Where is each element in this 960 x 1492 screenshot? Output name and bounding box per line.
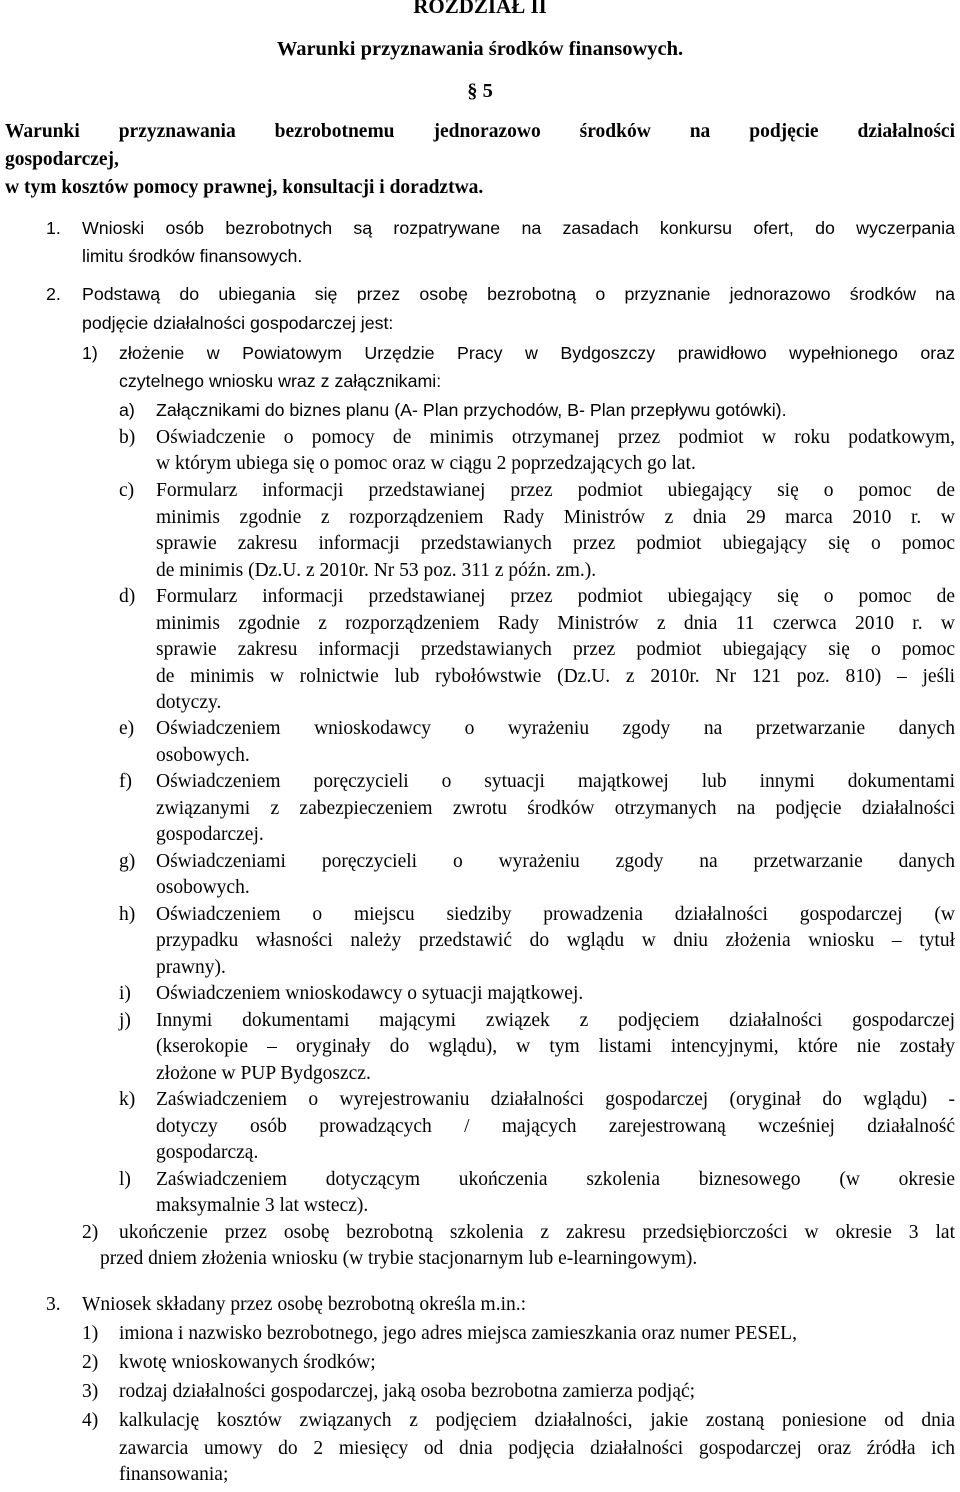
sub-item-text-line: Oświadczenie o pomocy de minimis otrzymanej przez podmiot w roku podatkowym, — [156, 427, 955, 448]
list-item-text-line: złożenie w Powiatowym Urzędzie Pracy w Bydgoszczy prawidłowo wypełnionego oraz — [119, 343, 955, 363]
list-item-text-line: kalkulację kosztów związanych z podjęciem działalności, jakie zostaną poniesione od dnia — [119, 1410, 955, 1431]
list-item-number: 2) — [82, 1222, 99, 1243]
paragraph-text-line: limitu środków finansowych. — [82, 246, 303, 266]
sub-item-label: k) — [119, 1089, 136, 1110]
sub-item-label: f) — [119, 771, 132, 792]
list-item-text-line: rodzaj działalności gospodarczej, jaką osoba bezrobotna zamierza podjąć; — [119, 1381, 696, 1402]
sub-item-label: j) — [119, 1010, 131, 1031]
sub-item-text-line: dotyczy osób prowadzących / mających zarejestrowaną wcześniej działalność — [156, 1116, 955, 1137]
sub-item-text-line: minimis zgodnie z rozporządzeniem Rady Ministrów z dnia 11 czerwca 2010 r. w — [156, 613, 955, 634]
sub-item-text-line: Oświadczeniem wnioskodawcy o wyrażeniu zgody na przetwarzanie danych — [156, 718, 955, 739]
sub-item-text-line: de minimis (Dz.U. z 2010r. Nr 53 poz. 311 z późn. zm.). — [156, 560, 597, 581]
sub-item-text-line: złożone w PUP Bydgoszcz. — [156, 1063, 371, 1084]
sub-item-text-line: osobowych. — [156, 745, 250, 766]
list-item-text-line: imiona i nazwisko bezrobotnego, jego adres miejsca zamieszkania oraz numer PESEL, — [119, 1323, 797, 1344]
sub-item-text-line: Oświadczeniem wnioskodawcy o sytuacji majątkowej. — [156, 983, 584, 1004]
paragraph-text-line: Wnioski osób bezrobotnych są rozpatrywane na zasadach konkursu ofert, do wyczerpania — [82, 218, 955, 238]
list-item-text-line: czytelnego wniosku wraz z załącznikami: — [119, 371, 442, 391]
list-item-number: 1) — [82, 343, 98, 363]
sub-item-text-line: Zaświadczeniem dotyczącym ukończenia szkolenia biznesowego (w okresie — [156, 1169, 955, 1190]
sub-item-text-line: Formularz informacji przedstawianej przez podmiot ubiegający się o pomoc de — [156, 480, 955, 501]
sub-item-text-line: minimis zgodnie z rozporządzeniem Rady Ministrów z dnia 29 marca 2010 r. w — [156, 507, 955, 528]
sub-item-text-line: sprawie zakresu informacji przedstawianych przez podmiot ubiegający się o pomoc — [156, 533, 955, 554]
paragraph-text-line: Podstawą do ubiegania się przez osobę bezrobotną o przyznanie jednorazowo środków na — [82, 284, 955, 304]
sub-item-text-line: maksymalnie 3 lat wstecz). — [156, 1195, 369, 1216]
paragraph-number: 1. — [46, 218, 61, 238]
chapter-title: Warunki przyznawania środków finansowych. — [276, 38, 684, 60]
sub-item-text-line: de minimis w rolnictwie lub rybołówstwie (Dz.U. z 2010r. Nr 121 poz. 810) – jeśli — [156, 666, 955, 687]
sub-item-label: b) — [119, 427, 136, 448]
sub-item-text-line: gospodarczą. — [156, 1142, 259, 1163]
sub-item-label: i) — [119, 983, 131, 1004]
paragraph-number: 2. — [46, 284, 61, 304]
paragraph-mark: § 5 — [467, 80, 493, 102]
section-heading-line: Warunki przyznawania bezrobotnemu jednorazowo środków na podjęcie działalności — [5, 121, 955, 142]
sub-item-text-line: Formularz informacji przedstawianej przez podmiot ubiegający się o pomoc de — [156, 586, 955, 607]
sub-item-text-line: Oświadczeniem poręczycieli o sytuacji majątkowej lub innymi dokumentami — [156, 771, 955, 792]
sub-item-label: e) — [119, 718, 135, 739]
sub-item-label: g) — [119, 851, 136, 872]
sub-item-text-line: osobowych. — [156, 877, 250, 898]
list-item-number: 4) — [82, 1410, 99, 1431]
sub-item-label: l) — [119, 1169, 131, 1190]
sub-item-text-line: dotyczy. — [156, 692, 222, 713]
paragraph-text-line: podjęcie działalności gospodarczej jest: — [82, 313, 394, 333]
list-item-text-line: finansowania; — [119, 1464, 229, 1485]
list-item-text-line: ukończenie przez osobę bezrobotną szkolenia z zakresu przedsiębiorczości w okresie 3 lat — [119, 1222, 955, 1243]
sub-item-text-line: Zaświadczeniem o wyrejestrowaniu działalności gospodarczej (oryginał do wglądu) - — [156, 1089, 955, 1110]
sub-item-text-line: w którym ubiega się o pomoc oraz w ciągu 2 poprzedzających go lat. — [156, 453, 696, 474]
chapter-heading: ROZDZIAŁ II — [413, 0, 547, 18]
sub-item-text-line: Oświadczeniami poręczycieli o wyrażeniu zgody na przetwarzanie danych — [156, 851, 955, 872]
sub-item-text-line: gospodarczej. — [156, 824, 264, 845]
list-item-number: 3) — [82, 1381, 99, 1402]
section-heading-line: gospodarczej, — [5, 149, 119, 170]
sub-item-label: h) — [119, 904, 136, 925]
sub-item-text-line: Oświadczeniem o miejscu siedziby prowadzenia działalności gospodarczej (w — [156, 904, 955, 925]
sub-item-text-line: Załącznikami do biznes planu (A- Plan przychodów, B- Plan przepływu gotówki). — [156, 400, 787, 420]
list-item-text-line: przed dniem złożenia wniosku (w trybie stacjonarnym lub e-learningowym). — [100, 1248, 698, 1269]
section-heading-line: w tym kosztów pomocy prawnej, konsultacji i doradztwa. — [5, 177, 484, 198]
sub-item-label: c) — [119, 480, 135, 501]
list-item-number: 1) — [82, 1323, 99, 1344]
sub-item-label: d) — [119, 586, 136, 607]
list-item-text-line: zawarcia umowy do 2 miesięcy od dnia podjęcia działalności gospodarczej oraz źródła ich — [119, 1438, 955, 1459]
sub-item-text-line: Innymi dokumentami mającymi związek z podjęciem działalności gospodarczej — [156, 1010, 955, 1031]
list-item-number: 2) — [82, 1352, 99, 1373]
sub-item-text-line: związanymi z zabezpieczeniem zwrotu środków otrzymanych na podjęcie działalności — [156, 798, 955, 819]
sub-item-text-line: przypadku własności należy przedstawić do wglądu w dniu złożenia wniosku – tytuł — [156, 930, 955, 951]
sub-item-text-line: sprawie zakresu informacji przedstawianych przez podmiot ubiegający się o pomoc — [156, 639, 955, 660]
sub-item-text-line: (kserokopie – oryginały do wglądu), w tym listami intencyjnymi, które nie zostały — [156, 1036, 955, 1057]
sub-item-label: a) — [119, 400, 135, 420]
sub-item-text-line: prawny). — [156, 957, 226, 978]
paragraph-number: 3. — [46, 1294, 61, 1315]
paragraph-text-line: Wniosek składany przez osobę bezrobotną określa m.in.: — [82, 1294, 527, 1315]
list-item-text-line: kwotę wnioskowanych środków; — [119, 1352, 376, 1373]
